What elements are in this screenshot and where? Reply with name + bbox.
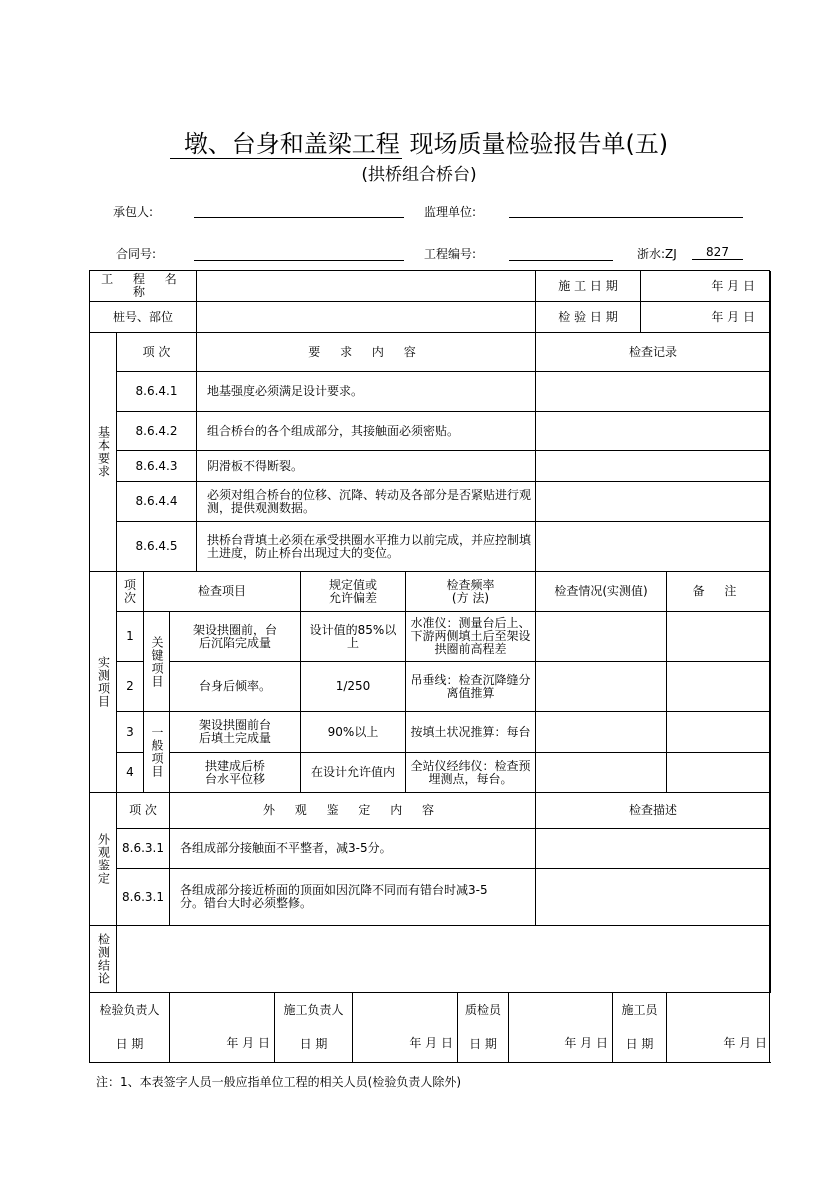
measured-row-item: 拱建成后桥台水平位移 bbox=[170, 753, 301, 793]
inspector-cell bbox=[90, 993, 170, 1063]
supervisor-label: 监理单位: bbox=[424, 205, 477, 219]
measured-row-item: 架设拱圈前，台后沉陷完成量 bbox=[170, 612, 301, 662]
conclusion-section-label: 检测结论 bbox=[90, 926, 117, 993]
basic-col-record: 检查记录 bbox=[536, 333, 771, 372]
basic-row-record[interactable] bbox=[536, 412, 771, 451]
measured-row-note[interactable] bbox=[667, 612, 771, 662]
code-prefix: 浙水:ZJ bbox=[637, 247, 677, 261]
basic-row-record[interactable] bbox=[536, 372, 771, 412]
appearance-col-desc: 检查描述 bbox=[536, 793, 771, 829]
appearance-row-text: 各组成部分接近桥面的顶面如因沉降不同而有错台时减3-5分。错台大时必须整修。 bbox=[170, 869, 536, 926]
worker-label: 施工员 bbox=[621, 1002, 658, 1017]
basic-section-label: 基本要求 bbox=[90, 333, 117, 572]
basic-row-no: 8.6.4.5 bbox=[117, 522, 197, 572]
construction-date-label: 施 工 日 期 bbox=[536, 271, 641, 302]
measured-row-spec: 设计值的85%以上 bbox=[301, 612, 406, 662]
appearance-col-no: 项 次 bbox=[117, 793, 170, 829]
basic-row-text: 地基强度必须满足设计要求。 bbox=[197, 372, 536, 412]
measured-row-spec: 1/250 bbox=[301, 662, 406, 712]
measured-col-spec: 规定值或允许偏差 bbox=[301, 572, 406, 612]
construction-lead-sign-field[interactable]: 年 月 日 bbox=[353, 993, 458, 1063]
worker-cell bbox=[613, 993, 667, 1063]
qc-cell bbox=[458, 993, 509, 1063]
appearance-section-label: 外观鉴定 bbox=[90, 793, 117, 926]
measured-col-item: 检查项目 bbox=[144, 572, 301, 612]
appearance-col-content: 外 观 鉴 定 内 容 bbox=[170, 793, 536, 829]
basic-row-no: 8.6.4.4 bbox=[117, 482, 197, 522]
appearance-row-no: 8.6.3.1 bbox=[117, 829, 170, 869]
measured-row-note[interactable] bbox=[667, 662, 771, 712]
project-name-field[interactable] bbox=[197, 271, 536, 302]
measured-row-freq: 吊垂线：检查沉降缝分离值推算 bbox=[406, 662, 536, 712]
basic-row-record[interactable] bbox=[536, 482, 771, 522]
measured-row-freq: 按填土状况推算：每台 bbox=[406, 712, 536, 753]
contract-no-field[interactable] bbox=[194, 260, 404, 261]
measured-row-no: 3 bbox=[117, 712, 144, 753]
supervisor-field[interactable] bbox=[509, 217, 743, 218]
form-title: 墩、台身和盖梁工程 现场质量检验报告单(五) bbox=[0, 124, 838, 159]
measured-row-result[interactable] bbox=[536, 612, 667, 662]
measured-row-no: 1 bbox=[117, 612, 144, 662]
basic-row-no: 8.6.4.1 bbox=[117, 372, 197, 412]
inspector-label: 检验负责人 bbox=[99, 1003, 160, 1018]
basic-col-item: 项 次 bbox=[117, 333, 197, 372]
pile-location-field[interactable] bbox=[197, 302, 536, 333]
measured-row-note[interactable] bbox=[667, 712, 771, 753]
measured-row-result[interactable] bbox=[536, 753, 667, 793]
measured-row-spec: 在设计允许值内 bbox=[301, 753, 406, 793]
contract-no-label: 合同号: bbox=[116, 247, 157, 261]
group-key-label: 关键项目 bbox=[144, 612, 170, 712]
measured-row-item: 架设拱圈前台后填土完成量 bbox=[170, 712, 301, 753]
measured-col-note: 备 注 bbox=[667, 572, 771, 612]
measured-row-no: 4 bbox=[117, 753, 144, 793]
measured-section-label: 实测项目 bbox=[90, 572, 117, 793]
basic-row-record[interactable] bbox=[536, 451, 771, 482]
pile-location-label: 桩号、部位 bbox=[90, 302, 197, 333]
date-label: 日 期 bbox=[115, 1036, 144, 1051]
measured-row-freq: 全站仪经纬仪：检查预埋测点，每台。 bbox=[406, 753, 536, 793]
measured-row-spec: 90%以上 bbox=[301, 712, 406, 753]
basic-row-record[interactable] bbox=[536, 522, 771, 572]
contractor-field[interactable] bbox=[194, 217, 404, 218]
date-label: 日 期 bbox=[299, 1036, 328, 1051]
inspection-table bbox=[89, 270, 770, 1063]
construction-lead-label: 施工负责人 bbox=[283, 1003, 344, 1018]
qc-label: 质检员 bbox=[464, 1002, 501, 1017]
form-subtitle: (拱桥组合桥台) bbox=[361, 165, 477, 185]
measured-col-result: 检查情况(实测值) bbox=[536, 572, 667, 612]
measured-row-result[interactable] bbox=[536, 712, 667, 753]
basic-row-text: 拱桥台背填土必须在承受拱圈水平推力以前完成，并应控制填土进度，防止桥台出现过大的变位。 bbox=[197, 522, 536, 572]
appearance-row-text: 各组成部分接触面不平整者，减3-5分。 bbox=[170, 829, 536, 869]
code-number: 827 bbox=[692, 245, 743, 260]
project-no-label: 工程编号: bbox=[424, 247, 477, 261]
appearance-row-desc[interactable] bbox=[536, 869, 771, 926]
basic-row-text: 必须对组合桥台的位移、沉降、转动及各部分是否紧贴进行观测，提供观测数据。 bbox=[197, 482, 536, 522]
basic-row-no: 8.6.4.2 bbox=[117, 412, 197, 451]
inspection-date-label: 检 验 日 期 bbox=[536, 302, 641, 333]
worker-sign-field[interactable]: 年 月 日 bbox=[667, 993, 771, 1063]
measured-row-no: 2 bbox=[117, 662, 144, 712]
measured-row-result[interactable] bbox=[536, 662, 667, 712]
basic-row-text: 组合桥台的各个组成部分，其接触面必须密贴。 bbox=[197, 412, 536, 451]
project-name-label: 工 程 名 称 bbox=[90, 271, 197, 302]
inspection-date-field[interactable]: 年 月 日 bbox=[641, 302, 771, 333]
measured-col-freq: 检查频率(方 法) bbox=[406, 572, 536, 612]
conclusion-field[interactable] bbox=[117, 926, 771, 993]
construction-lead-cell bbox=[275, 993, 353, 1063]
appearance-row-desc[interactable] bbox=[536, 829, 771, 869]
date-label: 日 期 bbox=[625, 1037, 654, 1052]
measured-row-note[interactable] bbox=[667, 753, 771, 793]
footnote: 注：1、本表签字人员一般应指单位工程的相关人员(检验负责人除外) bbox=[96, 1075, 462, 1089]
basic-row-no: 8.6.4.3 bbox=[117, 451, 197, 482]
project-no-field[interactable] bbox=[509, 260, 613, 261]
measured-row-freq: 水准仪：测量台后上、下游两侧填土后至架设拱圈前高程差 bbox=[406, 612, 536, 662]
group-general-label: 一般项目 bbox=[144, 712, 170, 793]
appearance-row-no: 8.6.3.1 bbox=[117, 869, 170, 926]
measured-row-item: 台身后倾率。 bbox=[170, 662, 301, 712]
date-label: 日 期 bbox=[469, 1037, 497, 1052]
qc-sign-field[interactable]: 年 月 日 bbox=[509, 993, 613, 1063]
construction-date-field[interactable]: 年 月 日 bbox=[641, 271, 771, 302]
inspector-sign-field[interactable]: 年 月 日 bbox=[170, 993, 275, 1063]
measured-col-no: 项次 bbox=[117, 572, 144, 612]
basic-col-req: 要 求 内 容 bbox=[197, 333, 536, 372]
basic-row-text: 阴滑板不得断裂。 bbox=[197, 451, 536, 482]
contractor-label: 承包人: bbox=[113, 205, 154, 219]
